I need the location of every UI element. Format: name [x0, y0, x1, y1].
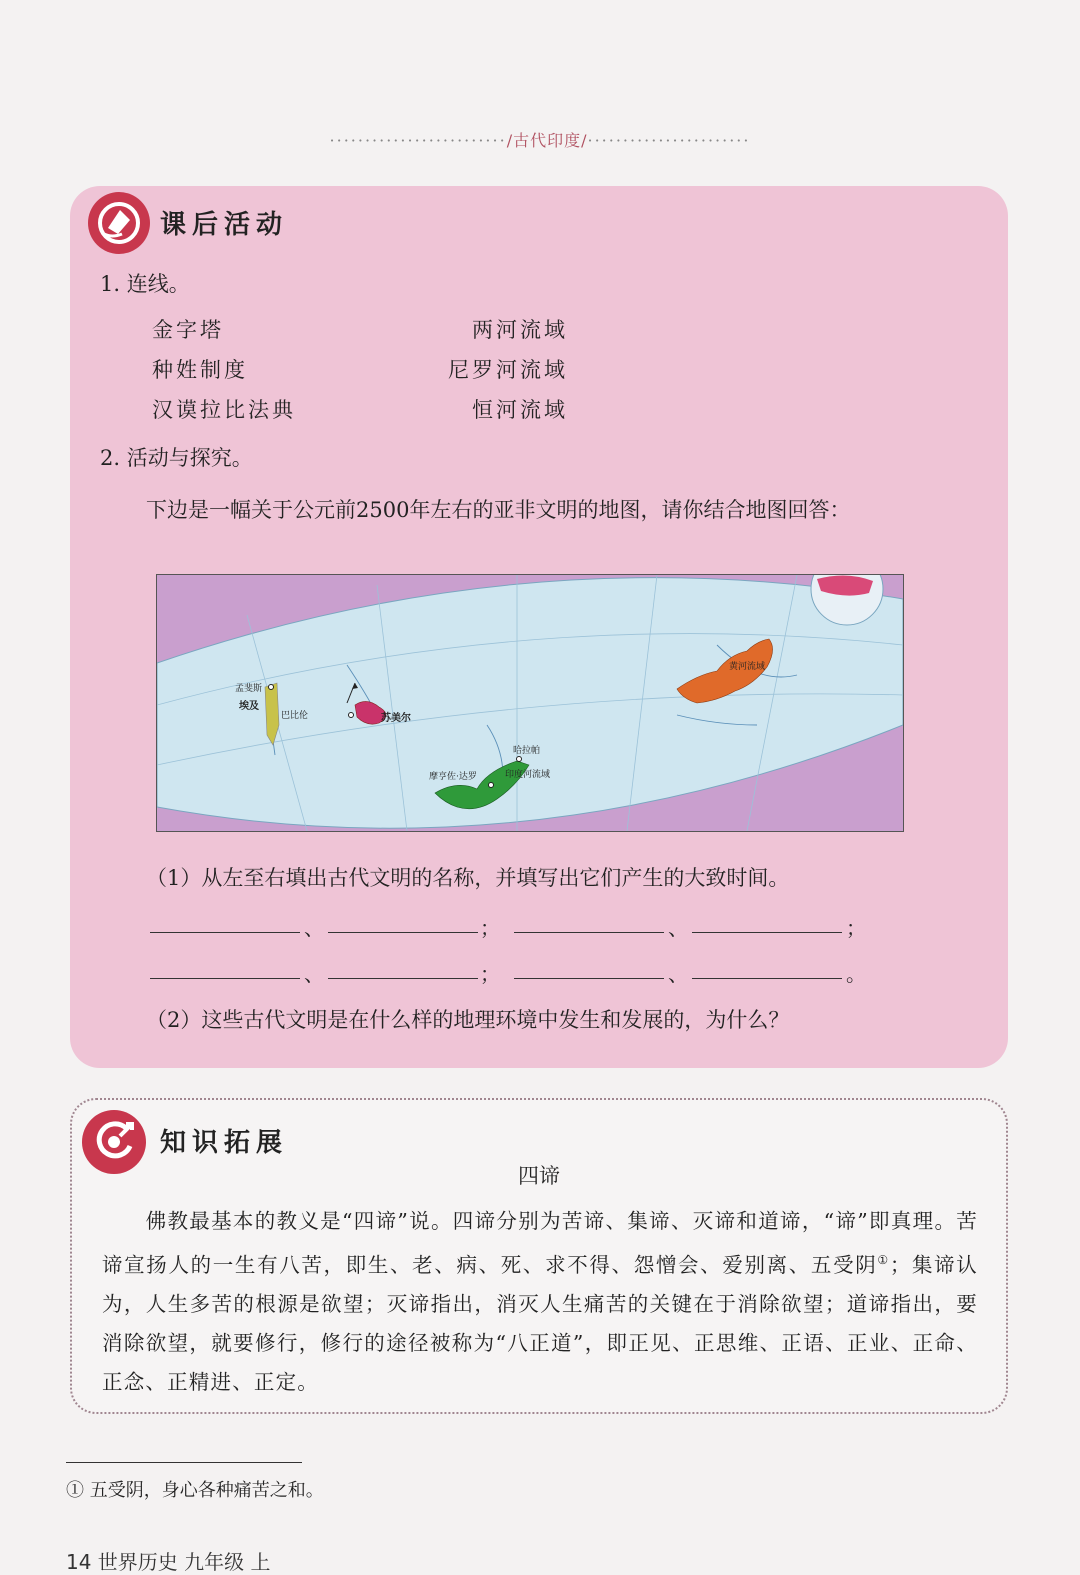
label-indus: 印度河流域 — [505, 770, 551, 780]
answer-blank[interactable] — [328, 932, 478, 933]
label-egypt: 埃及 — [239, 701, 259, 712]
answer-blank[interactable] — [150, 978, 300, 979]
match-right-1: 两河流域 — [472, 318, 568, 342]
match-left-1: 金字塔 — [152, 318, 224, 342]
match-right-2: 尼罗河流域 — [448, 358, 568, 382]
sub-question-2: （2）这些古代文明是在什么样的地理环境中发生和发展的，为什么？ — [146, 1008, 790, 1032]
running-head: ·························/古代印度/······················· — [329, 131, 751, 150]
sep-dun: 、 — [668, 962, 688, 986]
sep-semi: ； — [480, 962, 500, 986]
answer-blank[interactable] — [514, 932, 664, 933]
activity-title: 课后活动 — [160, 210, 289, 240]
sep-semi: ； — [480, 916, 500, 940]
sep-end: 。 — [846, 962, 866, 986]
answer-blank[interactable] — [692, 978, 842, 979]
activity-box — [70, 186, 1008, 1068]
label-harappa: 哈拉帕 — [513, 746, 541, 756]
match-left-2: 种姓制度 — [152, 358, 248, 382]
sep-dun: 、 — [304, 962, 324, 986]
knowledge-text-b: ；集谛认为，人生多苦的根源是欲望；灭谛指出，消灭人生痛苦的关键在于消除欲望；道谛指出，要消除欲望，就要修行，修行的途径被称为“八正道”，即正见、正思维、正语、正业、正命、正念、正精进、正定。 — [102, 1252, 978, 1394]
running-head-text: /古代印度/ — [506, 131, 588, 150]
answer-blank[interactable] — [514, 978, 664, 979]
match-left-3: 汉谟拉比法典 — [152, 398, 296, 422]
label-yellow: 黄河流域 — [729, 662, 766, 672]
q2-label: 2. 活动与探究。 — [100, 446, 253, 470]
footnote-ref[interactable]: ① — [877, 1253, 890, 1267]
answer-blank[interactable] — [150, 932, 300, 933]
knowledge-heading: 四谛 — [518, 1164, 560, 1188]
page-folio: 14 世界历史 九年级 上 — [66, 1550, 271, 1574]
match-right-3: 恒河流域 — [472, 398, 568, 422]
answer-blank[interactable] — [328, 978, 478, 979]
civilization-map — [156, 574, 904, 832]
footnote: ① 五受阴，身心各种痛苦之和。 — [66, 1480, 324, 1501]
answer-blank[interactable] — [692, 932, 842, 933]
label-mohenjo: 摩亨佐·达罗 — [429, 772, 477, 782]
knowledge-box — [70, 1098, 1008, 1414]
q2-intro: 下边是一幅关于公元前2500年左右的亚非文明的地图，请你结合地图回答： — [146, 498, 851, 522]
sep-dun: 、 — [668, 916, 688, 940]
activity-icon — [88, 192, 150, 254]
knowledge-paragraph — [102, 1202, 978, 1402]
sub-question-1: （1）从左至右填出古代文明的名称，并填写出它们产生的大致时间。 — [146, 866, 790, 890]
label-memphis: 孟斐斯 — [235, 684, 263, 694]
label-babylon: 巴比伦 — [281, 711, 309, 721]
sep-dun: 、 — [304, 916, 324, 940]
footnote-rule — [66, 1462, 302, 1463]
label-sumer: 苏美尔 — [381, 713, 411, 724]
sep-semi: ； — [846, 916, 866, 940]
knowledge-text-a: 佛教最基本的教义是“四谛”说。四谛分别为苦谛、集谛、灭谛和道谛，“谛”即真理。苦谛宣扬人的一生有八苦，即生、老、病、死、求不得、怨憎会、爱别离、五受阴 — [102, 1209, 979, 1277]
knowledge-title: 知识拓展 — [160, 1128, 289, 1158]
q1-label: 1. 连线。 — [100, 272, 190, 296]
